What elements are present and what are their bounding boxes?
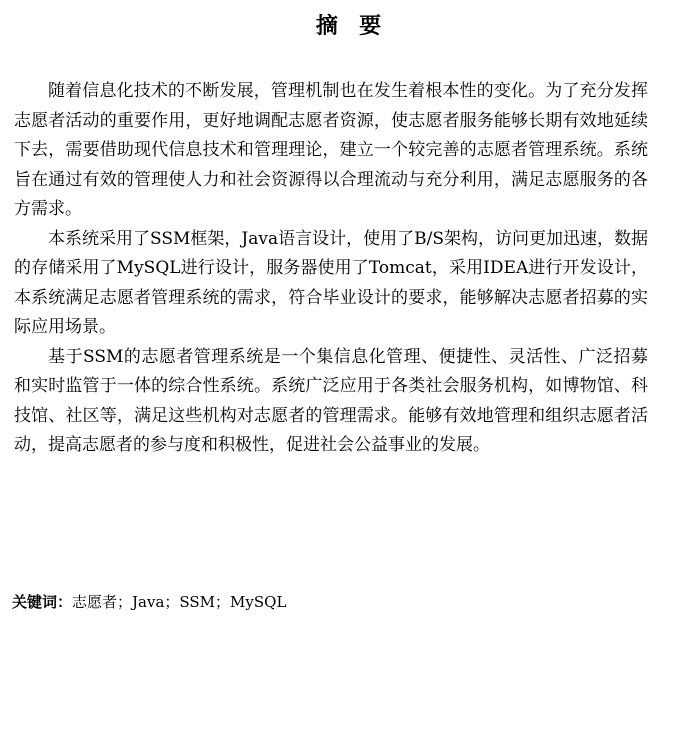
abstract-title: 摘 要 <box>315 14 384 39</box>
keywords-value: 志愿者；Java；SSM；MySQL <box>72 593 287 611</box>
abstract-paragraph-2: 本系统采用了SSM框架，Java语言设计，使用了B/S架构，访问更加迅速，数据的存储采用了MySQL进行设计，服务器使用了Tomcat，采用IDEA进行开发设计，本系统满足志愿者管理系统的需求，符合毕业设计的要求，能够解决志愿者招募的实际应用场景。 <box>14 228 648 337</box>
keywords-label: 关键词： <box>12 593 73 611</box>
abstract-paragraph-1: 随着信息化技术的不断发展，管理机制也在发生着根本性的变化。为了充分发挥志愿者活动的重要作用，更好地调配志愿者资源，使志愿者服务能够长期有效地延续下去，需要借助现代信息技术和管理理论，建立一个较完善的志愿者管理系统。系统旨在通过有效的管理使人力和社会资源得以合理流动与充分利用，满足志愿服务的各方需求。 <box>14 81 648 219</box>
abstract-body <box>14 77 648 461</box>
abstract-paragraph-3: 基于SSM的志愿者管理系统是一个集信息化管理、便捷性、灵活性、广泛招募和实时监管于一体的综合性系统。系统广泛应用于各类社会服务机构，如博物馆、科技馆、社区等，满足这些机构对志愿者的管理需求。能够有效地管理和组织志愿者活动，提高志愿者的参与度和积极性，促进社会公益事业的发展。 <box>14 346 648 455</box>
keywords-line <box>12 590 652 614</box>
